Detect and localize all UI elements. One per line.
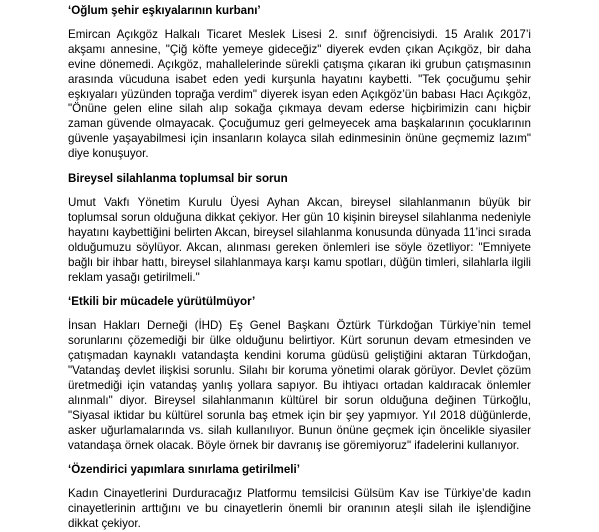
section-bireysel-silahlanma	[68, 162, 531, 285]
section-paragraph: Umut Vakfı Yönetim Kurulu Üyesi Ayhan Akcan, bireysel silahlanmanın büyük bir toplumsal sorun olduğuna dikkat çekiyor. Her gün 10 kişinin bireysel silahlanma nedeniyle hayatını kaybettiğini belirten Akcan, bireysel silahlanma konusunda dünyada 11’inci sırada olduğumuzu söylüyor. Akcan, alınması gereken önlemleri ise söyle özetliyor: "Emniyete bağlı bir ihbar hattı, bireysel silahlanmaya karşı kamu spotları, düğün timleri, silahlarla ilgili reklam yasağı getirilmeli."	[68, 195, 531, 284]
section-heading: ‘Etkili bir mücadele yürütülmüyor’	[68, 295, 256, 309]
section-oglum-sehir-eskiyalari	[68, 0, 531, 162]
section-heading: ‘Özendirici yapımlara sınırlama getirilmeli’	[68, 463, 300, 477]
section-etkili-mucadele	[68, 285, 531, 453]
section-paragraph: Kadın Cinayetlerini Durduracağız Platformu temsilcisi Gülsüm Kav ise Türkiye’de kadın cinayetlerinin arttığını ve bu cinayetlerin önemli bir oranının ateşli silah ile işlendiğine dikkat çekiyor.	[68, 487, 531, 531]
section-ozendirici-yapimlar	[68, 453, 531, 532]
section-paragraph: Emircan Açıkgöz Halkalı Ticaret Meslek Lisesi 2. sınıf öğrencisiydi. 15 Aralık 2017’i akşamı annesine, "Çiğ köfte yemeye gideceğiz" diyerek evden çıkan Açıkgöz, bir daha evine dönemedi. Açıkgöz, mahallelerinde sürekli çatışma çıkaran iki grubun çatışmasının arasında vücuduna isabet eden yedi kurşunla hayatını kaybetti. "Tek çocuğumu şehir eşkıyaları yüzünden toprağa verdim" diyerek isyan eden Açıkgöz’ün babası Hacı Açıkgöz, "Önüne gelen eline silah alıp sokağa çıkmaya devam ederse hiçbirimizin canı hiçbir zaman güvende olmayacak. Çocuğumuz geri gelmeyecek ama başkalarının çocuklarının güvenle yaşayabilmesi için insanların kolayca silah edinmesinin önüne geçmemiz lazım" diye konuşuyor.	[68, 27, 531, 161]
section-paragraph: İnsan Hakları Derneği (İHD) Eş Genel Başkanı Öztürk Türkdoğan Türkiye’nin temel sorunlarını çözemediği bir ülke olduğunu belirtiyor. Kürt sorunun devam etmesinden ve çatışmadan kaynaklı vatandaşta kendini koruma güdüsü geliştiğini aktaran Türkdoğan, "Vatandaş devlet ilişkisi sorunlu. Silahı bir koruma yönetimi olarak görüyor. Devlet çözüm üretmediği için vatandaş yanlış yollara sapıyor. Bu ihtiyacı ortadan kaldıracak önlemler alınmalı" diyor. Bireysel silahlanmanın kültürel bir sorun olduğuna değinen Türkoğlu, "Siyasal iktidar bu kültürel sorunla baş etmek için bir şey yapmıyor. Yıl 2018 düğünlerde, asker uğurlamalarında vs. silah kullanılıyor. Bunun önüne geçmek için öncelikle siyasiler vatandaşa örnek olacak. Böyle örnek bir davranış ise göremiyoruz" ifadelerini kullanıyor.	[68, 319, 531, 452]
section-heading: ‘Oğlum şehir eşkıyalarının kurbanı’	[68, 4, 261, 17]
section-heading: Bireysel silahlanma toplumsal bir sorun	[68, 172, 288, 186]
